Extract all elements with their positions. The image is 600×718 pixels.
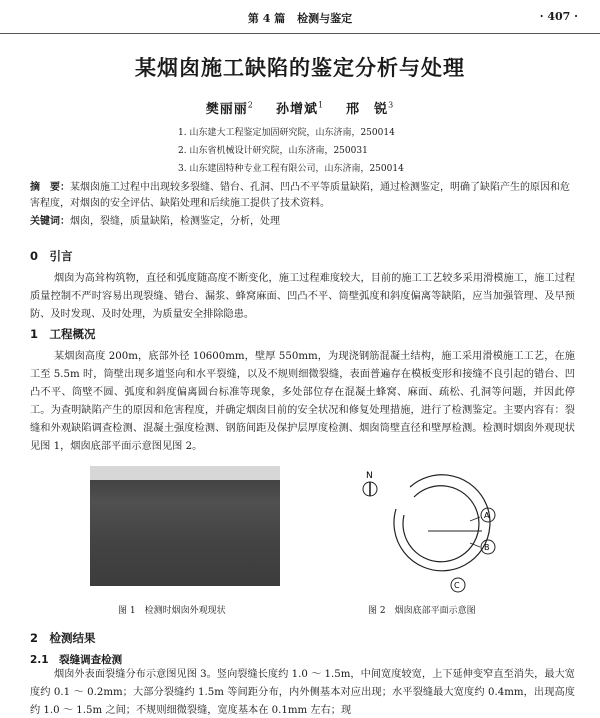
overview-paragraph: 某烟囱高度 200m，底部外径 10600mm，壁厚 550mm，为现浇钢筋混凝土结构，施工采用滑模施工工艺，在施工至 5.5m 时，筒壁出现多道竖向和水平裂缝，以及不规则细微裂缝，表面普遍存在模板变形和接缝不良引起的错台、凹凸不平、筒壁不圆、弧度和斜度偏离圆台标准等现象，多处部位存在混凝土蜂窝、麻面、疏松、孔洞等问题，并因此停工。为查明缺陷产生的原因和危害程度，并确定烟囱目前的安全状况和修复处理措施，进行了检测鉴定。主要内容有：裂缝和外观缺陷调查检测、混凝土强度检测、钢筋间距及保护层厚度检测、烟囱筒壁直径和壁厚检测。检测时烟囱外观现状见图 1，烟囱底部平面示意图见图 2。 (30, 351, 575, 452)
crack-survey-paragraph: 烟囱外表面裂缝分布示意图见图 3。竖向裂缝长度约 1.0 ～ 1.5m，中间宽度较宽，上下延伸变窄直至消失，最大宽度约 0.1 ～ 0.2mm；大部分裂缝约 1.5m 等间距分布，内外侧基本对应出现；水平裂缝最大宽度约 0.4mm，出现高度约 1.0 ～ 1.5m 之间；不规则细微裂缝，宽度基本在 0.1mm 左右；现 (30, 669, 575, 716)
marker-a-label: A (484, 511, 490, 520)
chimney-photo (90, 466, 280, 586)
abstract-label: 摘 要： (30, 182, 70, 193)
subsection-heading-crack-survey: 2.1 裂缝调查检测 (30, 654, 123, 666)
marker-c-label: C (454, 581, 460, 590)
intro-paragraph: 烟囱为高耸构筑物，直径和弧度随高度不断变化，施工过程难度较大，目前的施工工艺较多采用滑模施工，施工过程质量控制不严时容易出现裂缝、错台、漏浆、蜂窝麻面、凹凸不平、筒壁弧度和斜度偏离等缺陷，应当加强管理、及早预防、及时发现、及时处理，为质量安全排除隐患。 (30, 273, 575, 320)
author-affil-mark: 1 (317, 100, 325, 110)
author-name: 邢 锐 (346, 102, 389, 117)
chimney-plan-diagram (340, 455, 520, 595)
figure-1-caption: 图 1 检测时烟囱外观现状 (118, 606, 226, 616)
marker-b-label: B (484, 543, 490, 552)
keywords (30, 214, 575, 230)
author-list (0, 98, 600, 117)
affiliation: 2. 山东省机械设计研究院，山东济南，250031 (178, 146, 368, 156)
paper-title: 某烟囱施工缺陷的鉴定分析与处理 (135, 55, 465, 80)
keywords-text: 烟囱，裂缝，质量缺陷，检测鉴定，分析，处理 (70, 216, 280, 227)
header-part: 第 4 篇 (247, 12, 286, 25)
author-affil-mark: 3 (388, 100, 395, 110)
affiliation: 3. 山东建固特种专业工程有限公司，山东济南，250014 (178, 164, 404, 174)
affiliation-list (178, 124, 404, 178)
section-heading-overview: 1 工程概况 (30, 327, 96, 341)
header-section: 检测与鉴定 (297, 12, 353, 25)
page-number: · 407 · (539, 10, 578, 23)
section-heading-results: 2 检测结果 (30, 631, 96, 645)
author-name: 孙增斌 (275, 102, 318, 117)
section-heading-intro: 0 引言 (30, 249, 73, 263)
figure-2-caption: 图 2 烟囱底部平面示意图 (368, 606, 476, 616)
north-label: N (366, 471, 373, 481)
author-affil-mark: 2 (247, 100, 254, 110)
abstract-text: 某烟囱施工过程中出现较多裂缝、错台、孔洞、凹凸不平等质量缺陷，通过检测鉴定，明确了缺陷产生的原因和危害程度，对烟囱的安全评估、缺陷处理和后续施工提供了技术资料。 (30, 182, 570, 209)
author-name: 樊丽丽 (205, 102, 248, 117)
running-header-title (0, 10, 600, 26)
abstract (30, 180, 575, 212)
affiliation: 1. 山东建大工程鉴定加固研究院，山东济南，250014 (178, 128, 395, 138)
keywords-label: 关键词： (30, 216, 70, 227)
